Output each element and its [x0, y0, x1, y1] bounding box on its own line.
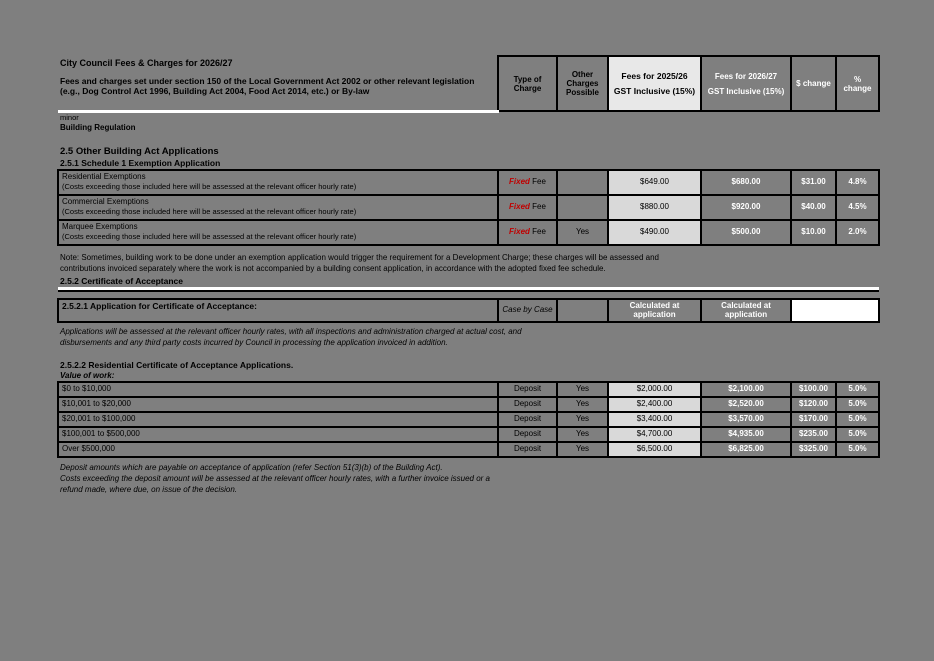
- spacer: [58, 245, 879, 252]
- category-cell: [58, 123, 879, 134]
- table-header-row: [58, 56, 879, 111]
- dollar-change-cell: $235.00: [791, 427, 836, 442]
- type-of-charge-cell: Deposit: [498, 397, 557, 412]
- table-row: [58, 427, 879, 442]
- fees-2026-label-line1: Fees for 2026/27: [714, 71, 778, 81]
- value-range: Over $500,000: [62, 443, 115, 453]
- type-of-charge-cell: Deposit: [498, 427, 557, 442]
- type-of-charge-cell: [498, 220, 557, 245]
- coa-note-cell: [58, 326, 879, 348]
- percent-change-cell: 4.5%: [836, 195, 879, 220]
- table-row: [58, 412, 879, 427]
- row-description-cell: [58, 412, 498, 427]
- percent-change-cell: 5.0%: [836, 397, 879, 412]
- fee-2026-cell: Calculated at application: [701, 299, 791, 322]
- footer-note-line2: Costs exceeding the deposit amount will be assessed at the relevant officer hourly rates, with a further invoice issued or a: [60, 473, 491, 483]
- percent-change-cell: 2.0%: [836, 220, 879, 245]
- minor-label-cell: [58, 111, 879, 123]
- fixed-label: Fixed: [509, 227, 530, 236]
- fee-2025-cell: $880.00: [608, 195, 701, 220]
- table-row: [58, 170, 879, 195]
- black-rule: [58, 290, 879, 292]
- fee-2025-cell: Calculated at application: [608, 299, 701, 322]
- row-name: Marquee Exemptions: [62, 221, 138, 231]
- column-header-other-charges: Other Charges Possible: [557, 56, 608, 111]
- fee-2025-cell: $3,400.00: [608, 412, 701, 427]
- other-charges-cell: Yes: [557, 412, 608, 427]
- fee-label: Fee: [532, 227, 546, 236]
- other-charges-cell: [557, 170, 608, 195]
- row-description-cell: [58, 170, 498, 195]
- footer-note-line3: refund made, where due, on issue of the decision.: [60, 484, 237, 494]
- other-charges-cell: Yes: [557, 442, 608, 457]
- footer-notes-cell: [58, 462, 879, 495]
- column-header-fees-2026: [701, 56, 791, 111]
- section-2-5-2-cell: [58, 276, 879, 287]
- percent-change-cell: 5.0%: [836, 427, 879, 442]
- section-2-5-1-cell: [58, 158, 879, 170]
- type-of-charge-cell: [498, 299, 557, 322]
- other-charges-cell: Yes: [557, 382, 608, 397]
- row-description-cell: [58, 382, 498, 397]
- section-2-5-heading: 2.5 Other Building Act Applications: [60, 146, 219, 157]
- percent-change-cell: 4.8%: [836, 170, 879, 195]
- row-description-cell: [58, 442, 498, 457]
- fee-2026-cell: $500.00: [701, 220, 791, 245]
- fixed-label: Fixed: [509, 177, 530, 186]
- section-rules-cell: [58, 287, 879, 294]
- footer-note-line1: Deposit amounts which are payable on acceptance of application (refer Section 51(3)(b) of the Building Act).: [60, 462, 443, 472]
- dollar-change-cell: $31.00: [791, 170, 836, 195]
- fee-2026-cell: $6,825.00: [701, 442, 791, 457]
- fee-2026-cell: $2,520.00: [701, 397, 791, 412]
- section-2-5-1-heading: 2.5.1 Schedule 1 Exemption Application: [60, 157, 221, 168]
- value-range: $0 to $10,000: [62, 383, 111, 393]
- type-of-charge-cell: Deposit: [498, 442, 557, 457]
- dollar-change-cell: $170.00: [791, 412, 836, 427]
- dollar-change-cell: $10.00: [791, 220, 836, 245]
- row-note: (Costs exceeding those included here will be assessed at the relevant officer hourly rate): [62, 181, 357, 191]
- fee-2026-cell: $4,935.00: [701, 427, 791, 442]
- percent-change-cell: 5.0%: [836, 412, 879, 427]
- fee-label: Fee: [532, 202, 546, 211]
- section-2-5-2-2-heading: 2.5.2.2 Residential Certificate of Acceptance Applications.: [60, 359, 294, 370]
- section-2-5-2-heading: 2.5.2 Certificate of Acceptance: [60, 275, 183, 286]
- exemption-note-line1: Note: Sometimes, building work to be done under an exemption application would trigger the requirement for a Development Charge; these charges will be assessed and: [60, 252, 660, 262]
- coa-note-line2: disbursements and any third party costs incurred by Council in processing the application invoiced in addition.: [60, 337, 448, 347]
- row-note: (Costs exceeding those included here will be assessed at the relevant officer hourly rate): [62, 231, 357, 241]
- row-name: Residential Exemptions: [62, 171, 146, 181]
- fees-2026-label-line2: GST Inclusive (15%): [707, 86, 785, 96]
- dollar-change-cell: $40.00: [791, 195, 836, 220]
- other-charges-cell: Yes: [557, 427, 608, 442]
- fee-2025-cell: $2,400.00: [608, 397, 701, 412]
- fee-2026-cell: $3,570.00: [701, 412, 791, 427]
- minor-label: minor: [60, 112, 79, 122]
- row-description-cell: [58, 427, 498, 442]
- type-of-charge-cell: [498, 170, 557, 195]
- fee-2025-cell: $6,500.00: [608, 442, 701, 457]
- dollar-change-cell: $120.00: [791, 397, 836, 412]
- fees-2025-label-line1: Fees for 2025/26: [621, 70, 688, 81]
- spacer: [58, 348, 879, 360]
- case-by-case-label: Case by Case: [502, 305, 553, 314]
- table-row: [58, 195, 879, 220]
- category-label: Building Regulation: [60, 123, 136, 132]
- column-header-percent-change: % change: [836, 56, 879, 111]
- value-of-work-label: Value of work:: [60, 370, 115, 380]
- fee-2026-cell: $920.00: [701, 195, 791, 220]
- coa-note-line1: Applications will be assessed at the relevant officer hourly rates, with all inspections and administration charged at actual cost, and: [60, 326, 522, 336]
- value-range: $10,001 to $20,000: [62, 398, 131, 408]
- fees-2025-label-line2: GST Inclusive (15%): [613, 85, 696, 96]
- other-charges-cell: Yes: [557, 397, 608, 412]
- fee-2026-cell: $2,100.00: [701, 382, 791, 397]
- fixed-label: Fixed: [509, 202, 530, 211]
- dollar-change-cell: $325.00: [791, 442, 836, 457]
- fees-and-charges-table: [57, 55, 880, 495]
- value-range: $100,001 to $500,000: [62, 428, 140, 438]
- section-2-5-cell: [58, 146, 879, 158]
- table-row: [58, 442, 879, 457]
- row-description-cell: [58, 299, 498, 322]
- dollar-change-cell: $100.00: [791, 382, 836, 397]
- table-row: [58, 397, 879, 412]
- column-header-dollar-change: $ change: [791, 56, 836, 111]
- type-of-charge-cell: [498, 195, 557, 220]
- title-cell: [58, 56, 498, 111]
- fee-2026-cell: $680.00: [701, 170, 791, 195]
- exemption-note-line2: contributions invoiced separately where the work is not accompanied by a building consent application, in accordance with the adopted fixed fee schedule.: [60, 263, 606, 273]
- row-description-cell: [58, 195, 498, 220]
- table-row: [58, 220, 879, 245]
- page-subtitle: Fees and charges set under section 150 of the Local Government Act 2002 or other relevant legislation (e.g., Dog Control Act 1996, Building Act 2004, Food Act 2014, etc.) or By-law: [60, 76, 475, 96]
- row-note: (Costs exceeding those included here will be assessed at the relevant officer hourly rate): [62, 206, 357, 216]
- page-title: City Council Fees & Charges for 2026/27: [60, 58, 233, 68]
- table-row: [58, 299, 879, 322]
- column-header-type-of-charge: Type of Charge: [498, 56, 557, 111]
- type-of-charge-cell: Deposit: [498, 382, 557, 397]
- row-description-cell: [58, 220, 498, 245]
- other-charges-cell: Yes: [557, 220, 608, 245]
- percent-change-cell: 5.0%: [836, 382, 879, 397]
- fee-label: Fee: [532, 177, 546, 186]
- column-header-fees-2025: [608, 56, 701, 111]
- section-2-5-2-2-cell: [58, 360, 879, 371]
- row-description-cell: [58, 397, 498, 412]
- row-name: 2.5.2.1 Application for Certificate of Acceptance:: [62, 300, 257, 311]
- table-row: [58, 382, 879, 397]
- fee-2025-cell: $2,000.00: [608, 382, 701, 397]
- fee-2025-cell: $4,700.00: [608, 427, 701, 442]
- type-of-charge-cell: Deposit: [498, 412, 557, 427]
- spacer: [58, 134, 879, 146]
- value-of-work-cell: [58, 371, 879, 382]
- fee-2025-cell: $490.00: [608, 220, 701, 245]
- value-range: $20,001 to $100,000: [62, 413, 136, 423]
- other-charges-cell: [557, 195, 608, 220]
- percent-change-cell: 5.0%: [836, 442, 879, 457]
- other-charges-cell: [557, 299, 608, 322]
- row-name: Commercial Exemptions: [62, 196, 149, 206]
- fee-2025-cell: $649.00: [608, 170, 701, 195]
- empty-change-cell: [791, 299, 879, 322]
- exemption-note-cell: [58, 252, 879, 276]
